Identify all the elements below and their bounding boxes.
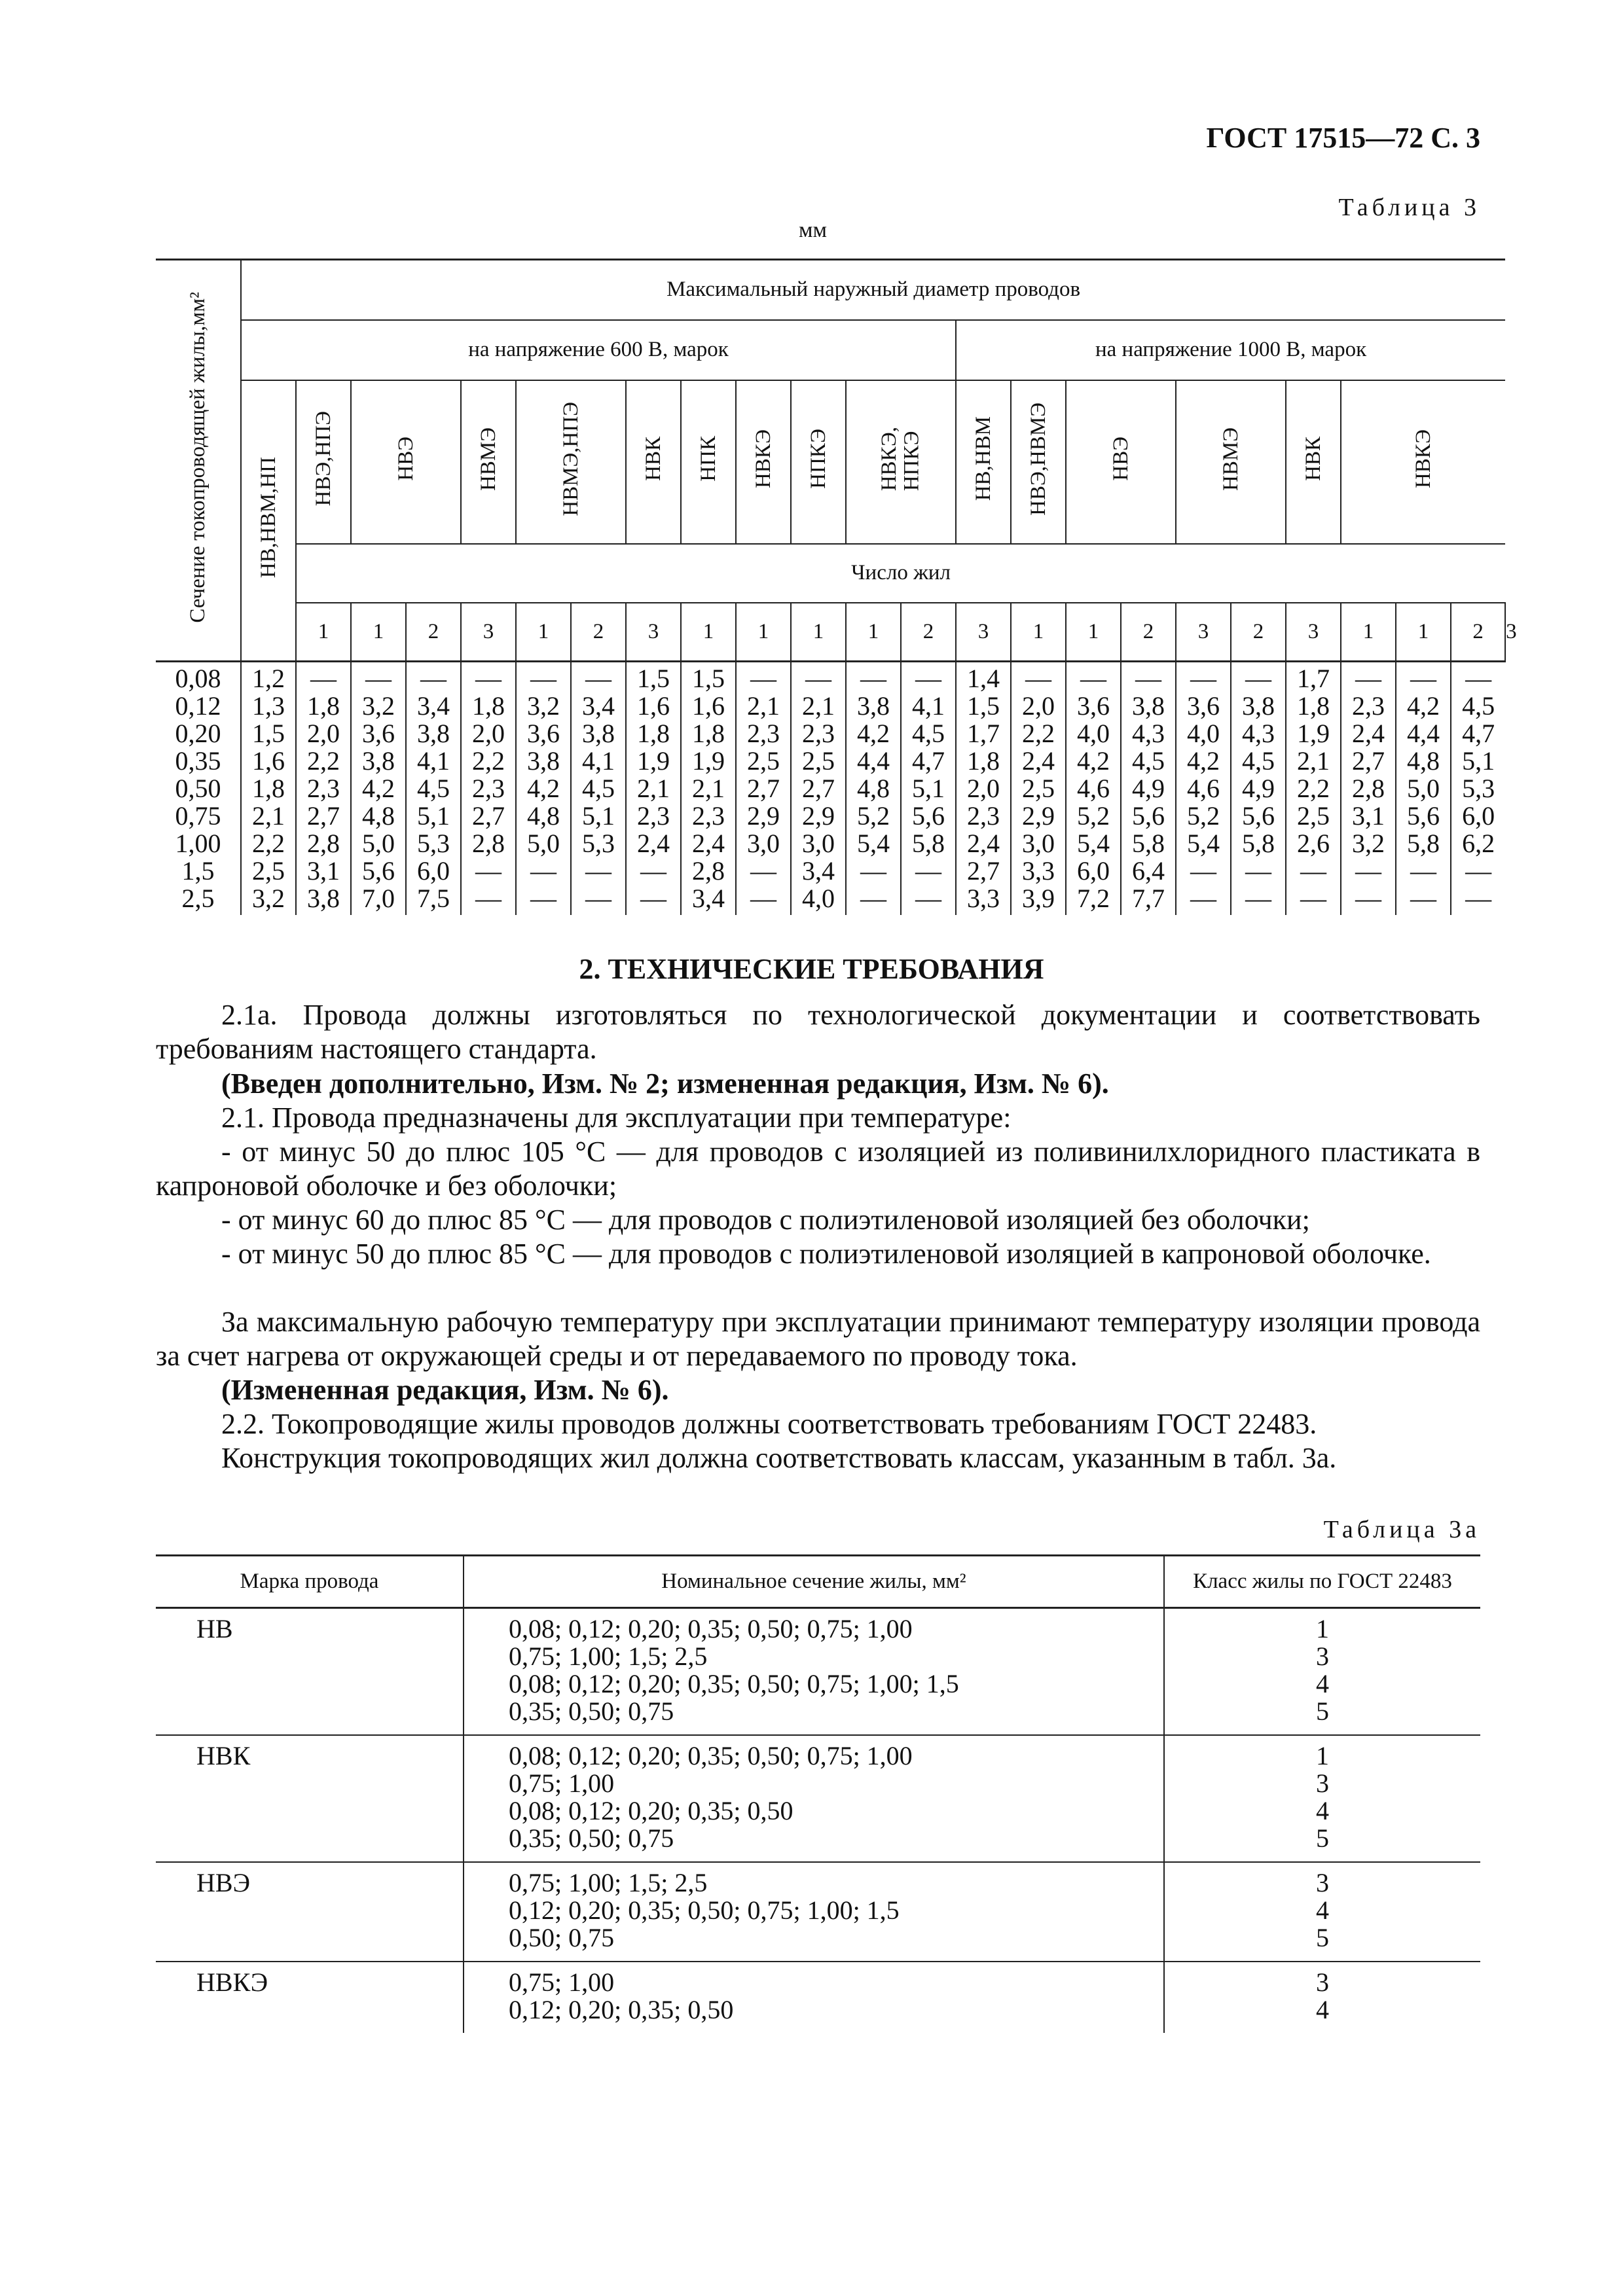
- sections-cell: 0,75; 1,00; 1,5; 2,5 0,12; 0,20; 0,35; 0,50; 0,75; 1,00; 1,5 0,50; 0,75: [464, 1862, 1164, 1962]
- section-header-text: Сечение токопроводящей жилы,мм²: [186, 292, 210, 623]
- para-2-1: 2.1. Провода предназначены для эксплуатации при температуре:: [221, 1102, 1012, 1134]
- class-cell: 3 4 5: [1164, 1862, 1480, 1962]
- diameter-column: 1,4 1,5 1,7 1,8 2,0 2,3 2,4 2,7 3,3: [956, 662, 1011, 916]
- page-header: ГОСТ 17515—72 С. 3: [1206, 122, 1480, 154]
- para-2-2: 2.2. Токопроводящие жилы проводов должны соответствовать требованиям ГОСТ 22483.: [221, 1408, 1317, 1440]
- brand-header: НПК: [696, 436, 720, 482]
- core-count-header: 1: [1066, 603, 1121, 662]
- group-600-header: на напряжение 600 В, марок: [241, 320, 956, 380]
- section-title: 2. ТЕХНИЧЕСКИЕ ТРЕБОВАНИЯ: [579, 953, 1044, 985]
- core-count-header: 1: [1396, 603, 1451, 662]
- para-2-1a: 2.1а. Провода должны изготовляться по технологической документации и соответствовать требованиям настоящего стандарта.: [156, 999, 1480, 1065]
- core-count-header: 2: [1231, 603, 1286, 662]
- brand-header: НВЭ,НВМЭ: [1026, 402, 1050, 516]
- core-count-header: 1: [791, 603, 846, 662]
- header-brand: Марка провода: [156, 1556, 464, 1608]
- core-count-header: 1: [681, 603, 736, 662]
- para-construction: Конструкция токопроводящих жил должна соответствовать классам, указанным в табл. 3а.: [221, 1442, 1337, 1474]
- section-header: [156, 260, 241, 662]
- brand-cell: НВ: [156, 1608, 464, 1736]
- table-row: [156, 1862, 1480, 1962]
- core-count-header: 2: [1121, 603, 1176, 662]
- core-count-header: 3: [626, 603, 681, 662]
- diameter-column: 1,2 1,3 1,5 1,6 1,8 2,1 2,2 2,5 3,2: [241, 662, 296, 916]
- brand-header: НВЭ,НПЭ: [311, 411, 335, 507]
- core-count-header: 2: [1451, 603, 1505, 662]
- class-cell: 1 3 4 5: [1164, 1608, 1480, 1736]
- brand-header: НВ,НВМ,НП: [256, 457, 280, 579]
- section-values: 0,08 0,12 0,20 0,35 0,50 0,75 1,00 1,5 2,5: [156, 662, 241, 916]
- diameter-column: — 3,4 3,8 4,1 4,5 5,1 5,3 6,0 7,5: [406, 662, 461, 916]
- core-count-header: 3: [956, 603, 1011, 662]
- diameter-column: — 1,8 2,0 2,2 2,3 2,7 2,8 — —: [461, 662, 516, 916]
- diameter-column: — 2,1 2,3 2,5 2,7 2,9 3,0 — —: [736, 662, 791, 916]
- table3: Сечение токопроводящей жилы,мм² Максимальный наружный диаметр проводов на напряжение 600 В, марок на напряжение 1000 В, марок НВ,НВМ,НП НВЭ,НПЭ НВЭ НВМЭ НВМЭ,НПЭ НВК НПК НВКЭ НПКЭ НВКЭ, НПКЭ НВ,НВМ НВЭ,НВМЭ НВЭ НВМЭ НВК НВКЭ Число жил 1 1 2 3 1 2 3 1 1 1 1 2 3 1 1 2 3 2 3 1 1 2 3 0,08 0,12 0,20 0,35 0,50 0,75 1,00 1,5 2,5 1,2 1,3 1,5 1,6 1,8 2,1 2,2 2,5 3,2 — 1,8 2,0 2,2 2,3 2,7 2,8 3,1 3,8 — 3,2 3,6 3,8 4,2 4,8 5,0 5,6 7,0 — 3,4 3,8 4,1 4,5 5,1 5,3 6,0 7,5 — 1,8 2,0 2,2 2,3 2,7 2,8 — — — 3,2 3,6 3,8 4,2 4,8 5,0 — — — 3,4 3,8 4,1 4,5 5,1 5,3 — — 1,5 1,6 1,8 1,9 2,1 2,3 2,4 — — 1,5 1,6 1,8 1,9 2,1 2,3 2,4 2,8 3,4 — 2,1 2,3 2,5 2,7 2,9 3,0 — — — 2,1 2,3 2,5 2,7 2,9 3,0 3,4 4,0 — 3,8 4,2 4,4 4,8 5,2 5,4 — — — 4,1 4,5 4,7 5,1 5,6 5,8 — — 1,4 1,5 1,7 1,8 2,0 2,3 2,4 2,7 3,3 — 2,0 2,2 2,4 2,5 2,9 3,0 3,3 3,9 — 3,6 4,0 4,2 4,6 5,2 5,4 6,0 7,2 — 3,8 4,3 4,5 4,9 5,6 5,8 6,4 7,7 — 3,6 4,0 4,2 4,6 5,2 5,4 — — — 3,8 4,3 4,5 4,9 5,6 5,8 — — 1,7 1,8 1,9 2,1 2,2 2,5 2,6 — — — 2,3 2,4 2,7 2,8 3,1 3,2 — — — 4,2 4,4 4,8 5,0 5,6 5,8 — — — 4,5 4,7 5,1 5,3 6,0 6,2 — —: [156, 259, 1505, 915]
- sections-cell: 0,08; 0,12; 0,20; 0,35; 0,50; 0,75; 1,00 0,75; 1,00 0,08; 0,12; 0,20; 0,35; 0,50 0,35; 0,50; 0,75: [464, 1735, 1164, 1862]
- header-section: Номинальное сечение жилы, мм²: [464, 1556, 1164, 1608]
- table3-label: Таблица 3: [1338, 194, 1480, 221]
- core-count-header: 1: [351, 603, 406, 662]
- table3-unit: мм: [799, 218, 828, 242]
- brand-cell: НВК: [156, 1735, 464, 1862]
- brand-header: НВЭ: [1108, 437, 1133, 481]
- class-cell: 3 4: [1316, 1967, 1329, 2024]
- brand-header: НВ,НВМ: [971, 416, 995, 501]
- diameter-column: — 3,2 3,6 3,8 4,2 4,8 5,0 — —: [516, 662, 571, 916]
- diameter-column: — 2,1 2,3 2,5 2,7 2,9 3,0 3,4 4,0: [791, 662, 846, 916]
- core-count-header: 1: [296, 603, 351, 662]
- main-header: Максимальный наружный диаметр проводов: [241, 260, 1505, 320]
- diameter-column: — 3,2 3,6 3,8 4,2 4,8 5,0 5,6 7,0: [351, 662, 406, 916]
- diameter-column: — 4,2 4,4 4,8 5,0 5,6 5,8 — —: [1396, 662, 1451, 916]
- core-count-header: 2: [571, 603, 626, 662]
- temp-item-3: - от минус 50 до плюс 85 °С — для проводов с полиэтиленовой изоляцией в капроновой оболочке.: [221, 1238, 1431, 1270]
- temp-item-1: - от минус 50 до плюс 105 °С — для проводов с изоляцией из поливинилхлоридного пластиката в капроновой оболочке и без оболочки;: [156, 1136, 1480, 1202]
- table3a-label: Таблица 3а: [1323, 1516, 1480, 1543]
- diameter-column: 1,5 1,6 1,8 1,9 2,1 2,3 2,4 2,8 3,4: [681, 662, 736, 916]
- diameter-column: 1,7 1,8 1,9 2,1 2,2 2,5 2,6 — —: [1286, 662, 1341, 916]
- core-count-header: 1: [846, 603, 901, 662]
- para-max-temp: За максимальную рабочую температуру при эксплуатации принимают температуру изоляции провода за счет нагрева от окружающей среды и от передаваемого по проводу тока.: [156, 1306, 1480, 1372]
- sections-cell: 0,75; 1,00 0,12; 0,20; 0,35; 0,50: [464, 1962, 1164, 2033]
- group-1000-header: на напряжение 1000 В, марок: [956, 320, 1505, 380]
- brand-cell: НВКЭ: [156, 1962, 464, 2033]
- diameter-column: — 3,6 4,0 4,2 4,6 5,2 5,4 6,0 7,2: [1066, 662, 1121, 916]
- diameter-column: 1,5 1,6 1,8 1,9 2,1 2,3 2,4 — —: [626, 662, 681, 916]
- table3a: [156, 1554, 1480, 2033]
- core-count-header: 3: [461, 603, 516, 662]
- note-amendment-6: (Измененная редакция, Изм. № 6).: [221, 1374, 669, 1406]
- diameter-column: — 3,6 4,0 4,2 4,6 5,2 5,4 — —: [1176, 662, 1231, 916]
- core-count-header: 1: [1341, 603, 1396, 662]
- brand-header: НВК: [641, 437, 665, 481]
- diameter-column: — 3,8 4,3 4,5 4,9 5,6 5,8 6,4 7,7: [1121, 662, 1176, 916]
- brand-header: НПКЭ: [806, 429, 830, 489]
- core-count-header: 1: [516, 603, 571, 662]
- table-row: [156, 1608, 1480, 1736]
- brand-header: НВКЭ: [751, 429, 775, 489]
- core-count-header: 1: [736, 603, 791, 662]
- table-row: [156, 1735, 1480, 1862]
- core-count-header: 2: [901, 603, 956, 662]
- brand-header: НВМЭ: [476, 427, 500, 491]
- diameter-column: — 3,4 3,8 4,1 4,5 5,1 5,3 — —: [571, 662, 626, 916]
- core-count-header: 3: [1286, 603, 1341, 662]
- brand-header: НВЭ: [393, 437, 418, 481]
- brand-cell: НВЭ: [156, 1862, 464, 1962]
- diameter-column: — 3,8 4,2 4,4 4,8 5,2 5,4 — —: [846, 662, 901, 916]
- diameter-column: — 1,8 2,0 2,2 2,3 2,7 2,8 3,1 3,8: [296, 662, 351, 916]
- core-count-header: 1: [1011, 603, 1066, 662]
- temp-item-2: - от минус 60 до плюс 85 °С — для проводов с полиэтиленовой изоляцией без оболочки;: [221, 1204, 1310, 1236]
- core-count-header: 2: [406, 603, 461, 662]
- brand-header: НВМЭ,НПЭ: [558, 401, 583, 516]
- brand-header: НВК: [1301, 437, 1325, 481]
- diameter-column: — 2,0 2,2 2,4 2,5 2,9 3,0 3,3 3,9: [1011, 662, 1066, 916]
- brand-header: НВМЭ: [1218, 427, 1243, 491]
- brand-header: НВКЭ: [1411, 429, 1435, 489]
- diameter-column: — 2,3 2,4 2,7 2,8 3,1 3,2 — —: [1341, 662, 1396, 916]
- sections-cell: 0,08; 0,12; 0,20; 0,35; 0,50; 0,75; 1,00 0,75; 1,00; 1,5; 2,5 0,08; 0,12; 0,20; 0,35; 0,50; 0,75; 1,00; 1,5 0,35; 0,50; 0,75: [464, 1608, 1164, 1736]
- diameter-column: — 4,5 4,7 5,1 5,3 6,0 6,2 — —: [1462, 664, 1495, 913]
- diameter-column: — 4,1 4,5 4,7 5,1 5,6 5,8 — —: [901, 662, 956, 916]
- cores-header: Число жил: [296, 544, 1505, 603]
- diameter-column: — 3,8 4,3 4,5 4,9 5,6 5,8 — —: [1231, 662, 1286, 916]
- table-row: [156, 1962, 1480, 2033]
- header-class: Класс жилы по ГОСТ 22483: [1164, 1556, 1480, 1608]
- core-count-header: 3: [1176, 603, 1231, 662]
- brand-header: НВКЭ, НПКЭ: [877, 426, 924, 492]
- note-amendment-2-6: (Введен дополнительно, Изм. № 2; измененная редакция, Изм. № 6).: [221, 1067, 1109, 1100]
- class-cell: 1 3 4 5: [1164, 1735, 1480, 1862]
